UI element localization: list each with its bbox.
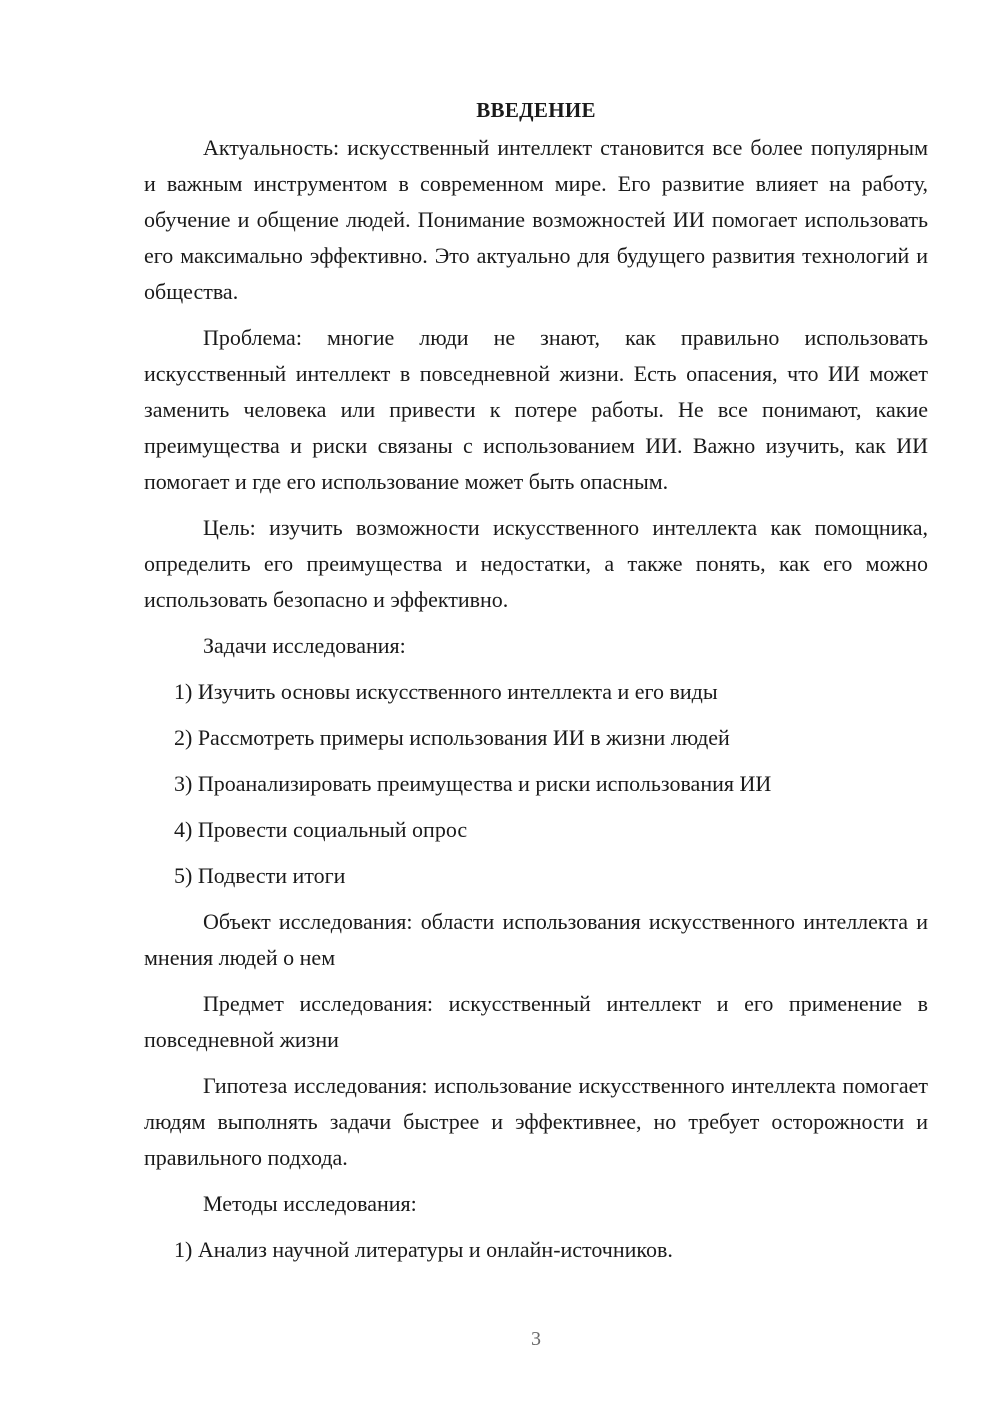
list-item: 4) Провести социальный опрос	[174, 817, 468, 842]
methods-list	[144, 1232, 928, 1268]
section-title: ВВЕДЕНИЕ	[476, 98, 596, 122]
list-item: 1) Анализ научной литературы и онлайн-источников.	[174, 1237, 673, 1262]
tasks-heading: Задачи исследования:	[203, 633, 406, 658]
list-item: 1) Изучить основы искусственного интеллекта и его виды	[174, 679, 718, 704]
subject-paragraph: Предмет исследования: искусственный интеллект и его применение в повседневной жизни	[144, 991, 928, 1052]
page-number: 3	[531, 1328, 541, 1350]
problem-paragraph: Проблема: многие люди не знают, как правильно использовать искусственный интеллект в повседневной жизни. Есть опасения, что ИИ может заменить человека или привести к потере работы. Не все понимают, какие преимущества и риски связаны с использованием ИИ. Важно изучить, как ИИ помогает и где его использование может быть опасным.	[144, 325, 928, 494]
object-paragraph: Объект исследования: области использования искусственного интеллекта и мнения людей о нем	[144, 909, 928, 970]
methods-heading: Методы исследования:	[203, 1191, 417, 1216]
list-item: 3) Проанализировать преимущества и риски использования ИИ	[174, 771, 772, 796]
tasks-list	[144, 674, 928, 894]
relevance-paragraph: Актуальность: искусственный интеллект становится все более популярным и важным инструментом в современном мире. Его развитие влияет на работу, обучение и общение людей. Понимание возможностей ИИ помогает использовать его максимально эффективно. Это актуально для будущего развития технологий и общества.	[144, 135, 928, 304]
page-content	[144, 92, 928, 1278]
goal-paragraph: Цель: изучить возможности искусственного интеллекта как помощника, определить его преимущества и недостатки, а также понять, как его можно использовать безопасно и эффективно.	[144, 515, 928, 612]
hypothesis-paragraph: Гипотеза исследования: использование искусственного интеллекта помогает людям выполнять задачи быстрее и эффективнее, но требует осторожности и правильного подхода.	[144, 1073, 928, 1170]
list-item: 5) Подвести итоги	[174, 863, 346, 888]
list-item: 2) Рассмотреть примеры использования ИИ в жизни людей	[174, 725, 730, 750]
